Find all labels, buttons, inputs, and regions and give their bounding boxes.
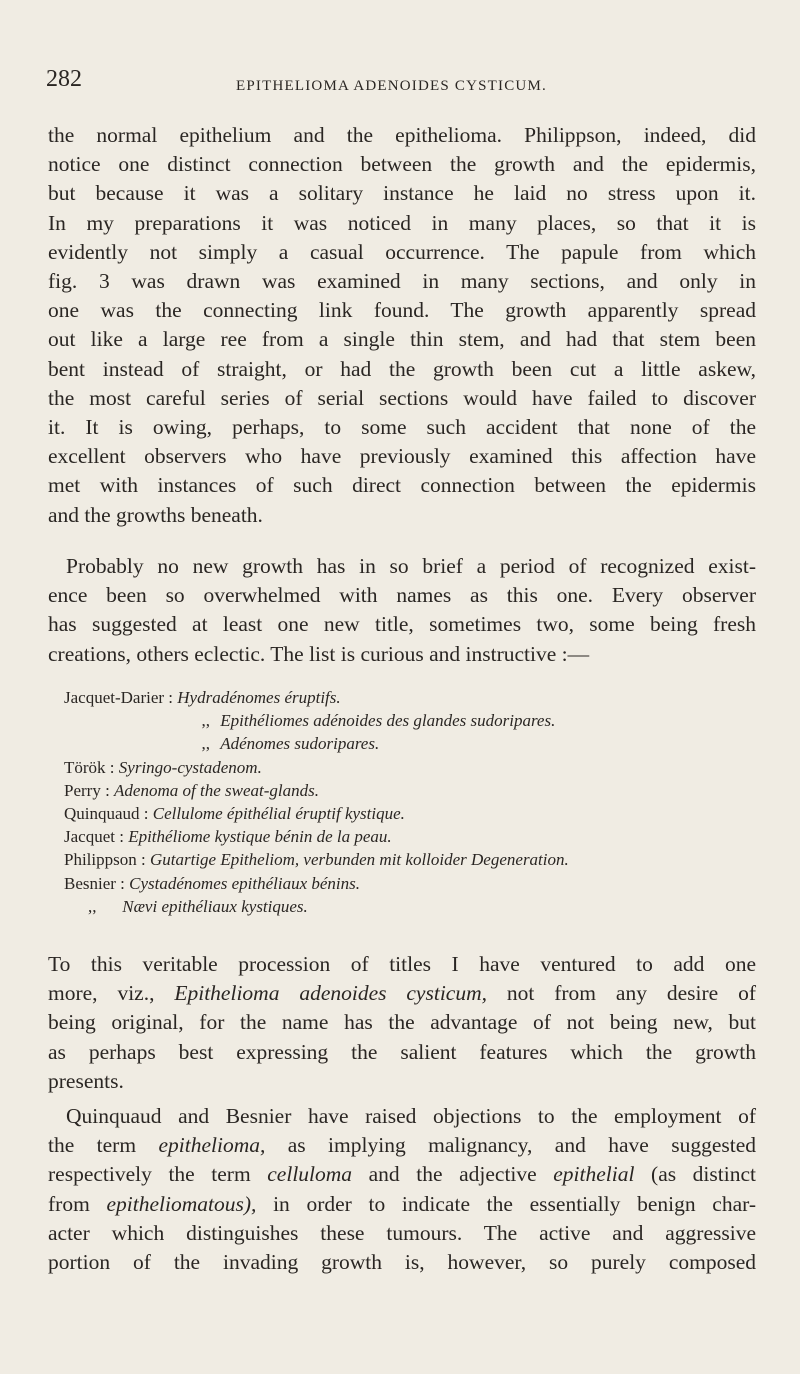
italic-term: epitheliomatous), [106, 1191, 257, 1216]
text-line: portion of the invading growth is, however, so purely composed [48, 1250, 756, 1275]
text-line [48, 1190, 756, 1219]
text-run: (as distinct [634, 1162, 756, 1187]
names-list [64, 686, 754, 918]
paragraph-3 [48, 950, 756, 1096]
text-line: it. It is owing, perhaps, to some such accident that none of the [48, 415, 756, 440]
author-name: Philippson : [64, 850, 146, 870]
proposed-title: Epithéliome kystique bénin de la peau. [128, 827, 392, 847]
list-item [64, 756, 754, 779]
text-run: as implying malignancy, and have suggested [265, 1133, 756, 1158]
page-number: 282 [46, 66, 82, 92]
italic-term: celluloma [267, 1162, 353, 1187]
running-title: EPITHELIOMA ADENOIDES CYSTICUM. [236, 78, 547, 94]
text-line: evidently not simply a casual occurrence. The papule from which [48, 239, 756, 264]
text-line: has suggested at least one new title, sometimes two, some being fresh [48, 612, 756, 637]
text-line [48, 1131, 756, 1160]
text-line: acter which distinguishes these tumours. The active and aggressive [48, 1220, 756, 1245]
paragraph-4 [48, 1102, 756, 1277]
text-line [48, 979, 756, 1008]
proposed-title: Gutartige Epitheliom, verbunden mit kolloider Degeneration. [149, 850, 569, 870]
proposed-title: Cellulome épithélial éruptif kystique. [152, 804, 405, 824]
author-name: Quinquaud : [64, 804, 149, 824]
text-line: In my preparations it was noticed in many places, so that it is [48, 210, 756, 235]
text-run: in order to indicate the essentially benign char- [256, 1191, 756, 1216]
text-line: Quinquaud and Besnier have raised objections to the employment of [66, 1104, 756, 1128]
list-item [64, 895, 754, 918]
text-line: notice one distinct connection between the growth and the epidermis, [48, 152, 756, 177]
text-line [48, 1160, 756, 1189]
page-header [46, 66, 754, 106]
list-item [64, 686, 754, 709]
text-line: the normal epithelium and the epithelioma. Philippson, indeed, did [48, 123, 756, 147]
list-item [64, 709, 754, 732]
paragraph-1 [48, 121, 756, 530]
text-run: more, viz., [48, 981, 175, 1006]
author-name: Jacquet : [64, 827, 124, 847]
list-item [64, 779, 754, 802]
proposed-title: Syringo-cystadenom. [118, 757, 262, 777]
paragraph-2 [48, 552, 756, 669]
proposed-title: Nævi epithéliaux kystiques. [122, 896, 308, 916]
text-line: creations, others eclectic. The list is curious and instructive :— [48, 641, 590, 666]
list-item [64, 872, 754, 895]
list-item [64, 825, 754, 848]
text-line: presents. [48, 1068, 124, 1093]
italic-term: epithelioma, [158, 1133, 266, 1158]
text-line: one was the connecting link found. The growth apparently spread [48, 298, 756, 323]
author-name: Török : [64, 757, 115, 777]
proposed-title: Adénomes sudoripares. [220, 734, 380, 754]
text-line: excellent observers who have previously examined this affection have [48, 444, 756, 469]
italic-term: Epithelioma adenoides cysticum, [174, 981, 487, 1006]
text-line: bent instead of straight, or had the growth been cut a little askew, [48, 356, 756, 381]
text-run: not from any desire of [486, 981, 756, 1006]
text-line: the most careful series of serial sections would have failed to discover [48, 385, 756, 410]
proposed-title: Cystadénomes epithéliaux bénins. [129, 873, 361, 893]
author-name: Perry : [64, 780, 110, 800]
text-line: out like a large ree from a single thin stem, and had that stem been [48, 327, 756, 352]
text-run: and the adjective [352, 1162, 554, 1187]
text-run: respectively the term [48, 1162, 268, 1187]
text-line: To this veritable procession of titles I have ventured to add one [48, 952, 756, 976]
author-name: Jacquet-Darier : [64, 688, 174, 707]
list-item [64, 802, 754, 825]
text-line: being original, for the name has the advantage of not being new, but [48, 1010, 756, 1035]
italic-term: epithelial [553, 1162, 635, 1187]
ditto-mark: ,, [201, 711, 210, 731]
list-item [64, 848, 754, 871]
text-run: the term [48, 1133, 159, 1158]
ditto-mark: ,, [201, 734, 210, 754]
text-run: from [48, 1191, 107, 1216]
proposed-title: Hydradénomes éruptifs. [177, 688, 341, 707]
text-line: ence been so overwhelmed with names as this one. Every observer [48, 583, 756, 608]
text-line: and the growths beneath. [48, 502, 263, 527]
proposed-title: Epithéliomes adénoides des glandes sudoripares. [220, 711, 556, 731]
text-line: met with instances of such direct connection between the epidermis [48, 473, 756, 498]
ditto-mark: ,, [88, 896, 97, 916]
proposed-title: Adenoma of the sweat-glands. [114, 780, 319, 800]
text-line: but because it was a solitary instance he laid no stress upon it. [48, 181, 756, 206]
list-item [64, 732, 754, 755]
text-line: fig. 3 was drawn was examined in many sections, and only in [48, 269, 756, 294]
text-line: as perhaps best expressing the salient features which the growth [48, 1039, 756, 1064]
text-line: Probably no new growth has in so brief a period of recognized exist- [66, 554, 756, 578]
author-name: Besnier : [64, 873, 125, 893]
